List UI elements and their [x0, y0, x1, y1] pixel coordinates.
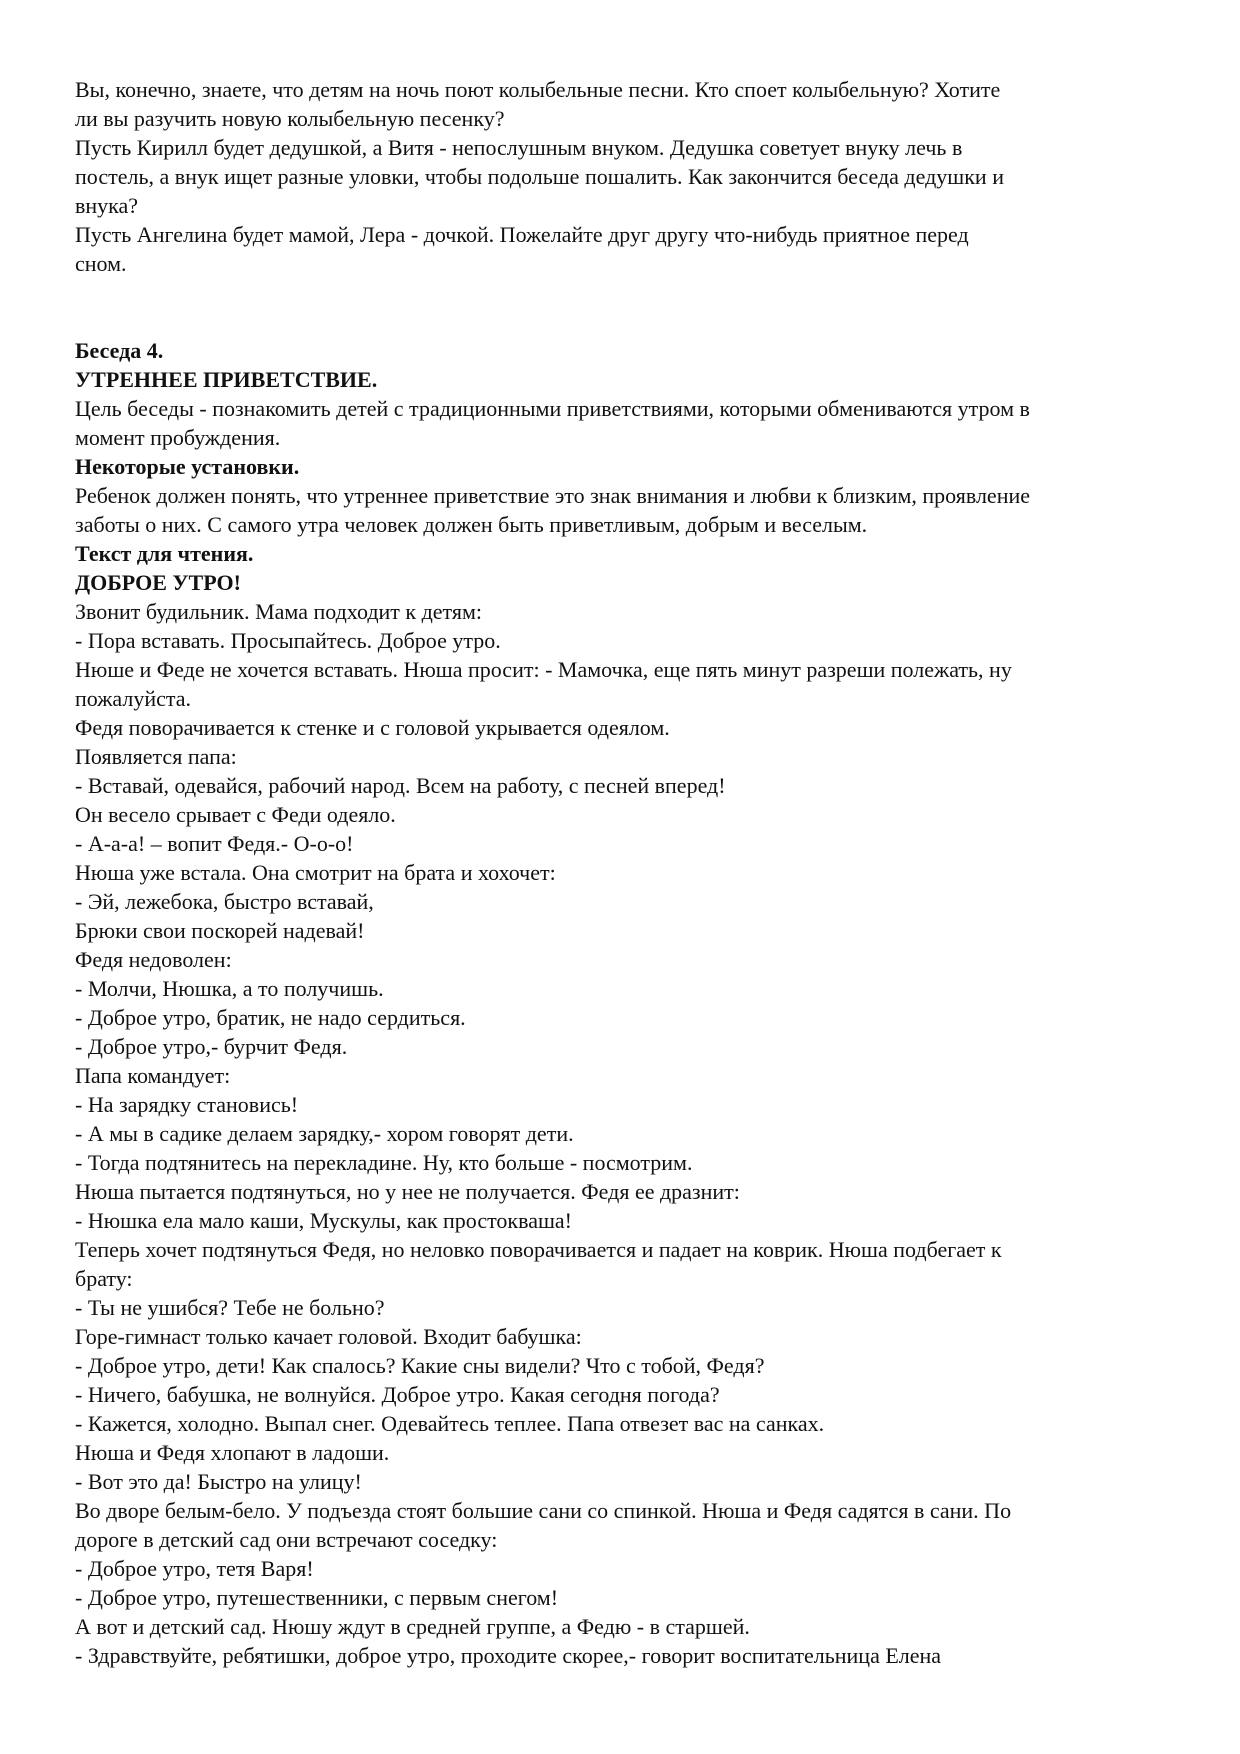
lesson-number: Беседа 4. — [75, 338, 164, 363]
story-line: - Доброе утро, путешественники, с первым снегом! — [75, 1585, 559, 1610]
settings-heading: Некоторые установки. — [75, 454, 300, 479]
paragraph-line: внука? — [75, 193, 139, 218]
paragraph-line: ли вы разучить новую колыбельную песенку? — [75, 106, 505, 131]
paragraph-line: Пусть Кирилл будет дедушкой, а Витя - непослушным внуком. Дедушка советует внуку лечь в — [75, 135, 963, 160]
story-line: дороге в детский сад они встречают соседку: — [75, 1527, 498, 1552]
story-line: - Здравствуйте, ребятишки, доброе утро, проходите скорее,- говорит воспитательница Елена — [75, 1643, 942, 1668]
story-line: Нюша и Федя хлопают в ладоши. — [75, 1440, 390, 1465]
lesson-section — [75, 336, 1175, 1670]
story-line: - А-а-а! – вопит Федя.- О-о-о! — [75, 831, 354, 856]
document-page — [75, 75, 1175, 1670]
story-line: - Молчи, Нюшка, а то получишь. — [75, 976, 384, 1001]
story-line: Федя поворачивается к стенке и с головой укрывается одеялом. — [75, 715, 670, 740]
story-line: - Вставай, одевайся, рабочий народ. Всем на работу, с песней вперед! — [75, 773, 726, 798]
story-line: - Нюшка ела мало каши, Мускулы, как простокваша! — [75, 1208, 573, 1233]
story-line: Появляется папа: — [75, 744, 237, 769]
goal-line: Цель беседы - познакомить детей с традиционными приветствиями, которыми обмениваются утром в — [75, 396, 1030, 421]
story-line: - Эй, лежебока, быстро вставай, — [75, 889, 374, 914]
story-line: - На зарядку становись! — [75, 1092, 299, 1117]
story-line: - Пора вставать. Просыпайтесь. Доброе утро. — [75, 628, 501, 653]
story-line: Он весело срывает с Феди одеяло. — [75, 802, 396, 827]
story-line: - Доброе утро, братик, не надо сердиться. — [75, 1005, 466, 1030]
story-line: Нюше и Феде не хочется вставать. Нюша просит: - Мамочка, еще пять минут разреши полежать, ну — [75, 657, 1012, 682]
story-line: пожалуйста. — [75, 686, 192, 711]
lesson-title: УТРЕННЕЕ ПРИВЕТСТВИЕ. — [75, 367, 378, 392]
story-line: - Доброе утро, дети! Как спалось? Какие сны видели? Что с тобой, Федя? — [75, 1353, 765, 1378]
settings-line: заботы о них. С самого утра человек должен быть приветливым, добрым и веселым. — [75, 512, 868, 537]
story-line: Теперь хочет подтянуться Федя, но неловко поворачивается и падает на коврик. Нюша подбегает к — [75, 1237, 1002, 1262]
story-line: - Ты не ушибся? Тебе не больно? — [75, 1295, 385, 1320]
story-line: - Кажется, холодно. Выпал снег. Одевайтесь теплее. Папа отвезет вас на санках. — [75, 1411, 825, 1436]
story-line: - Доброе утро, тетя Варя! — [75, 1556, 314, 1581]
story-line: Папа командует: — [75, 1063, 231, 1088]
reading-heading: Текст для чтения. — [75, 541, 254, 566]
story-line: Нюша пытается подтянуться, но у нее не получается. Федя ее дразнит: — [75, 1179, 740, 1204]
paragraph-line: Пусть Ангелина будет мамой, Лера - дочкой. Пожелайте друг другу что-нибудь приятное перед — [75, 222, 969, 247]
story-line: Нюша уже встала. Она смотрит на брата и хохочет: — [75, 860, 556, 885]
story-line: Горе-гимнаст только качает головой. Входит бабушка: — [75, 1324, 582, 1349]
story-line: брату: — [75, 1266, 133, 1291]
story-text — [75, 597, 1175, 1670]
story-line: - Доброе утро,- бурчит Федя. — [75, 1034, 348, 1059]
settings-line: Ребенок должен понять, что утреннее приветствие это знак внимания и любви к близким, проявление — [75, 483, 1031, 508]
story-line: - Вот это да! Быстро на улицу! — [75, 1469, 362, 1494]
story-line: - Ничего, бабушка, не волнуйся. Доброе утро. Какая сегодня погода? — [75, 1382, 720, 1407]
story-line: Во дворе белым-бело. У подъезда стоят большие сани со спинкой. Нюша и Федя садятся в сани. По — [75, 1498, 1012, 1523]
section-spacer — [75, 278, 1175, 336]
paragraph-line: сном. — [75, 251, 127, 276]
intro-section — [75, 75, 1175, 278]
story-line: А вот и детский сад. Нюшу ждут в средней группе, а Федю - в старшей. — [75, 1614, 750, 1639]
story-line: - А мы в садике делаем зарядку,- хором говорят дети. — [75, 1121, 574, 1146]
goal-line: момент пробуждения. — [75, 425, 281, 450]
story-line: Звонит будильник. Мама подходит к детям: — [75, 599, 483, 624]
paragraph-line: постель, а внук ищет разные уловки, чтобы подольше пошалить. Как закончится беседа дедушки и — [75, 164, 1004, 189]
paragraph-line: Вы, конечно, знаете, что детям на ночь поют колыбельные песни. Кто споет колыбельную? Хотите — [75, 77, 1001, 102]
story-line: - Тогда подтянитесь на перекладине. Ну, кто больше - посмотрим. — [75, 1150, 693, 1175]
story-title: ДОБРОЕ УТРО! — [75, 570, 241, 595]
story-line: Брюки свои поскорей надевай! — [75, 918, 365, 943]
story-line: Федя недоволен: — [75, 947, 232, 972]
